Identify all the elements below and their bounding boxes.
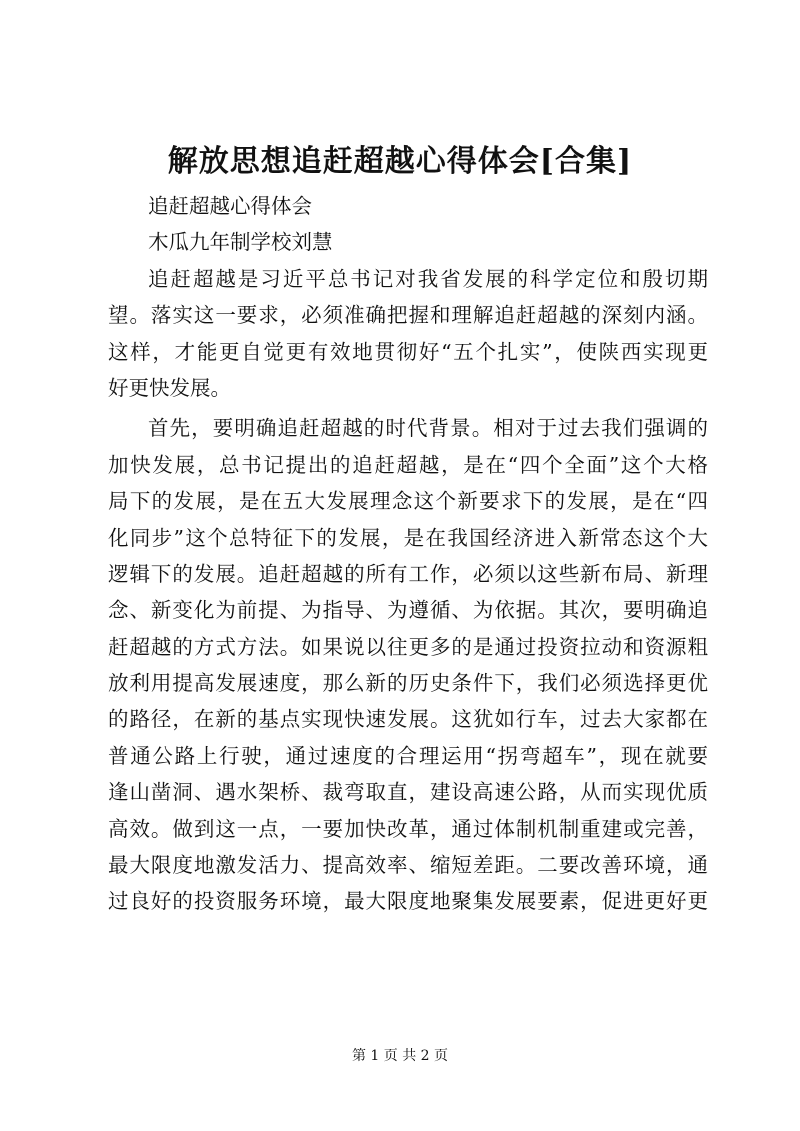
paragraph-line: 这样，才能更自觉更有效地贯彻好“五个扎实”，使陕西实现更 (108, 339, 708, 364)
paragraph-line: 赶超越的方式方法。如果说以往更多的是通过投资拉动和资源粗 (108, 634, 708, 659)
paragraph-line: 局下的发展，是在五大发展理念这个新要求下的发展，是在“四 (108, 489, 708, 514)
paragraph-line: 放利用提高发展速度，那么新的历史条件下，我们必须选择更优 (108, 671, 708, 696)
paragraph-line: 望。落实这一要求，必须准确把握和理解追赶超越的深刻内涵。 (108, 303, 708, 328)
document-body (108, 188, 708, 920)
author-line: 木瓜九年制学校刘慧 (148, 230, 333, 255)
paragraph-line: 追赶超越是习近平总书记对我省发展的科学定位和殷切期 (148, 266, 708, 291)
paragraph-line: 高效。做到这一点，一要加快改革，通过体制机制重建或完善， (108, 816, 708, 841)
subtitle-line: 追赶超越心得体会 (148, 194, 312, 218)
paragraph-line: 化同步”这个总特征下的发展，是在我国经济进入新常态这个大 (108, 525, 708, 550)
paragraph-line: 过良好的投资服务环境，最大限度地聚集发展要素，促进更好更 (108, 889, 708, 914)
paragraph-line: 首先，要明确追赶超越的时代背景。相对于过去我们强调的 (148, 416, 708, 441)
paragraph-line: 逢山凿洞、遇水架桥、裁弯取直，建设高速公路，从而实现优质 (108, 780, 708, 805)
paragraph-line: 好更快发展。 (108, 375, 231, 400)
paragraph-line: 的路径，在新的基点实现快速发展。这犹如行车，过去大家都在 (108, 707, 708, 732)
paragraph-line: 普通公路上行驶，通过速度的合理运用“拐弯超车”，现在就要 (108, 743, 708, 768)
paragraph-line: 最大限度地激发活力、提高效率、缩短差距。二要改善环境，通 (108, 853, 708, 878)
page-footer: 第 1 页 共 2 页 (351, 1048, 449, 1064)
paragraph-line: 念、新变化为前提、为指导、为遵循、为依据。其次，要明确追 (108, 598, 708, 623)
document-title: 解放思想追赶超越心得体会[合集] (167, 144, 633, 179)
paragraph-line: 加快发展，总书记提出的追赶超越，是在“四个全面”这个大格 (108, 452, 708, 477)
paragraph-line: 逻辑下的发展。追赶超越的所有工作，必须以这些新布局、新理 (108, 561, 708, 586)
